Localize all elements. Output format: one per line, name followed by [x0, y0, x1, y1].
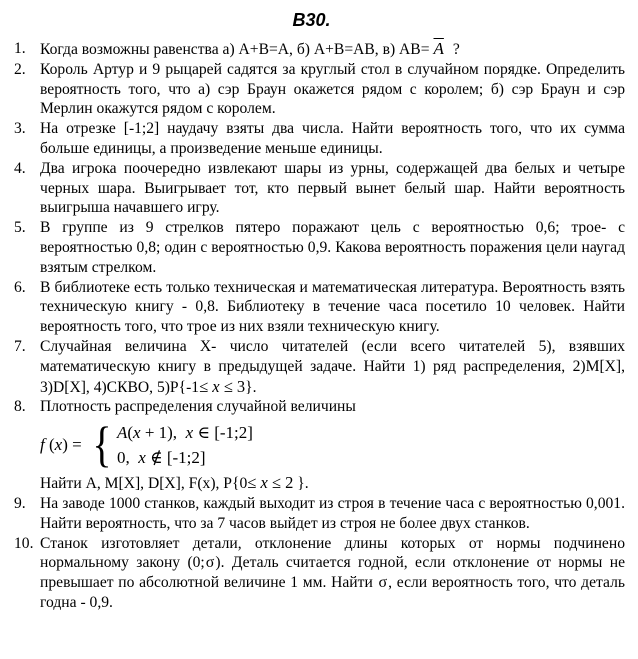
- plus-one: + 1),: [140, 423, 186, 443]
- left-paren: (: [44, 435, 55, 455]
- sigma-symbol-2: σ: [378, 574, 388, 592]
- problem-8-outro: [40, 473, 625, 494]
- leq-symbol: ≤: [199, 376, 213, 396]
- case-row-2: [117, 445, 253, 470]
- problem-1-body: Когда возможны равенства а) А+В=А, б) А+В=АВ, в) АВ=: [40, 41, 430, 58]
- problem-3-number: 3.: [14, 120, 26, 138]
- problem-2-body: Король Артур и 9 рыцарей садятся за круглый стол в случайном порядке. Определить вероятность того, что а) сэр Браун окажется рядом с королем; б) сэр Браун и сэр Мерлин окажутся рядом с королем.: [40, 60, 625, 118]
- problem-1: [14, 39, 625, 60]
- interval-in: ∈ [-1;2]: [193, 423, 253, 443]
- problem-7: [14, 337, 625, 397]
- formula-lhs: [40, 435, 86, 455]
- problem-8: [14, 397, 625, 494]
- problem-5-body: В группе из 9 стрелков пятеро поражают цель с вероятностью 0,6; трое- с вероятностью 0,8; один с вероятностью 0,9. Какова вероятность поражения цели наугад взятым стрелком.: [40, 219, 625, 276]
- problem-1-number: 1.: [14, 40, 26, 57]
- problem-8-text: [40, 397, 625, 494]
- problem-4: [14, 159, 625, 218]
- problem-7-text: [40, 337, 625, 397]
- problem-2-number: 2.: [14, 60, 26, 78]
- interval-notin: ∉ [-1;2]: [145, 448, 206, 468]
- zero: 0,: [116, 448, 139, 468]
- problem-5: [14, 218, 625, 277]
- leq-2: ≤ 2: [267, 473, 294, 493]
- problem-10-number: 10.: [14, 534, 34, 552]
- problem-4-number: 4.: [14, 159, 26, 177]
- problem-9-body: На заводе 1000 станков, каждый выходит из строя в течение часа с вероятностью 0,001. Найти вероятность, что за 7 часов выйдет из строя не более двух станков.: [40, 494, 625, 532]
- variable-x: x: [212, 376, 220, 396]
- problem-7-body-end: }.: [245, 378, 257, 396]
- problem-8-number: 8.: [14, 398, 26, 416]
- problem-2: [14, 60, 625, 119]
- paren: (: [127, 423, 134, 443]
- f-variable: f: [40, 435, 45, 455]
- problem-9-number: 9.: [14, 494, 26, 512]
- problem-8-end: }.: [293, 475, 309, 493]
- problem-4-body: Два игрока поочередно извлекают шары из урны, содержащей два белых и четыре черных шара. Выигрывает тот, кто первый вынет белый шар. Найти вероятность выигрыша начавшего игру.: [40, 159, 625, 217]
- equals-sign: ) =: [62, 435, 86, 455]
- problem-5-number: 5.: [14, 219, 26, 237]
- problem-10-body: Станок изготовляет детали, отклонение длины которых от нормы подчинено нормальному закону (0;: [40, 534, 625, 572]
- curly-brace-icon: {: [92, 416, 112, 473]
- piecewise-cases: [117, 420, 253, 470]
- problem-1-text: [40, 39, 625, 60]
- page-title: В30.: [292, 10, 331, 30]
- problem-4-text: [40, 159, 625, 218]
- problem-9-text: [40, 494, 625, 534]
- problem-1-question-mark: ?: [452, 41, 460, 58]
- density-formula: [40, 416, 625, 473]
- var-x2: x: [185, 423, 194, 443]
- a-complement-symbol: А: [433, 39, 444, 58]
- case-row-1: [117, 420, 253, 445]
- problem-6: [14, 278, 625, 337]
- problem-10-body-2: ). Деталь считается годной, если отклонение от нормы не превышает по абсолютной величине 1 мм. Найти: [40, 554, 625, 592]
- problem-8-find: Найти А, M[X], D[X], F(x), P{0: [40, 475, 248, 493]
- var-x3: x: [138, 448, 146, 468]
- problem-10: [14, 534, 625, 613]
- problem-6-number: 6.: [14, 278, 26, 296]
- problem-10-text: [40, 534, 625, 613]
- sigma-symbol-1: σ: [205, 554, 215, 572]
- variable-x-2: x: [260, 473, 268, 493]
- problem-3: [14, 119, 625, 159]
- x-variable: x: [54, 435, 63, 455]
- problem-6-text: [40, 278, 625, 337]
- problem-5-text: [40, 218, 625, 277]
- problem-9: [14, 494, 625, 534]
- problem-7-number: 7.: [14, 337, 26, 355]
- var-x: x: [133, 423, 141, 443]
- leq-symbol-2: ≤: [247, 473, 261, 493]
- problem-10-body-3: , если вероятность того, что деталь годна - 0,9.: [40, 574, 625, 611]
- problem-6-body: В библиотеке есть только техническая и математическая литература. Вероятность взять техническую книгу - 0,8. Библиотеку в течение часа посетило 10 человек. Найти вероятность того, что трое из них взяли техническую книгу.: [40, 278, 625, 336]
- problem-7-body: Случайная величина X- число читателей (если всего читателей 5), взявших математическую книгу в предыдущей задаче. Найти 1) ряд распределения, 2)M[X], 3)D[X], 4)СКВО, 5)P{-1: [40, 337, 625, 396]
- problem-3-body: На отрезке [-1;2] наудачу взяты два числа. Найти вероятность того, что их сумма больше единицы, а произведение меньше единицы.: [40, 120, 625, 157]
- problem-3-text: [40, 119, 625, 159]
- coef-A: A: [116, 423, 128, 443]
- problem-8-intro: Плотность распределения случайной величины: [40, 398, 356, 416]
- problem-2-text: [40, 60, 625, 119]
- leq-3: ≤ 3: [219, 376, 246, 396]
